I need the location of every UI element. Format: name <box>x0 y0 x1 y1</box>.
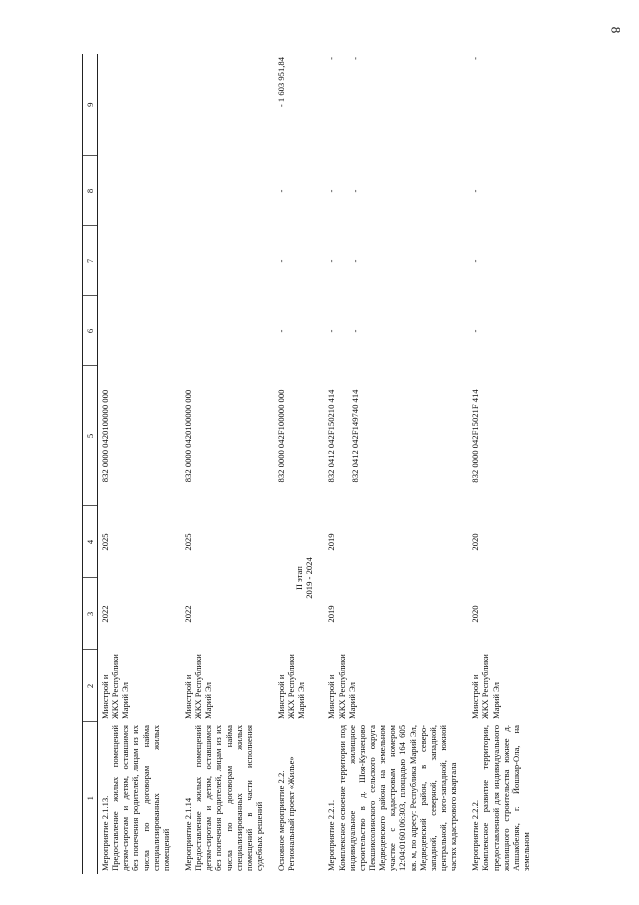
value-col-9-value: - <box>470 57 481 60</box>
column-header-9: 9 <box>83 54 98 156</box>
budget-code-value: 832 0412 042F149740 414 <box>349 389 360 483</box>
budget-code <box>324 366 468 506</box>
column-header-1: 1 <box>83 722 98 874</box>
value-col-9-value <box>183 57 193 153</box>
responsible-executor: Минстрой и ЖКХ Республики Марий Эл <box>470 654 501 719</box>
value-col-6-value: - <box>349 329 360 333</box>
budget-code-value: 832 0000 0420100000 000 <box>182 389 193 483</box>
budget-code <box>98 366 181 506</box>
column-header-4: 4 <box>83 506 98 578</box>
start-year: 2019 <box>326 605 337 623</box>
end-year: 2025 <box>100 533 110 551</box>
responsible-executor: Минстрой и ЖКХ Республики Марий Эл <box>182 654 214 719</box>
budget-code <box>468 366 541 506</box>
column-header-3: 3 <box>83 578 98 650</box>
value-col-6 <box>98 296 181 366</box>
value-col-6-value <box>183 299 193 363</box>
program-table <box>82 54 541 874</box>
table-row <box>274 54 324 874</box>
value-col-7-value: - <box>276 259 287 263</box>
column-header-8: 8 <box>83 156 98 226</box>
value-col-6 <box>274 296 324 366</box>
value-col-6 <box>181 296 274 366</box>
value-col-9-value: - <box>326 57 337 60</box>
page-number: 8 <box>608 26 624 34</box>
responsible-executor: Минстрой и ЖКХ Республики Марий Эл <box>276 654 307 719</box>
value-col-7 <box>98 226 181 296</box>
value-col-8-value: - <box>349 189 360 193</box>
value-col-9-value <box>100 57 110 153</box>
value-col-6 <box>324 296 468 366</box>
value-col-9 <box>98 54 181 156</box>
budget-code-value: 832 0000 042F15021F 414 <box>470 389 481 483</box>
value-col-6 <box>468 296 541 366</box>
measure-description: Мероприятие 2.1.13. Предоставление жилых помещений детям-сиротам и детям, оставшимся без попечения родителей, лицам из их числа по договорам найма специализированных жилых помещений <box>100 725 171 871</box>
responsible-executor: Минстрой и ЖКХ Республики Марий Эл <box>100 654 131 719</box>
value-col-7 <box>274 226 324 296</box>
column-header-2: 2 <box>83 650 98 722</box>
column-header-7: 7 <box>83 226 98 296</box>
value-col-9 <box>324 54 468 156</box>
value-col-7-value <box>183 229 193 293</box>
measure-description: Основное мероприятие 2.2. Региональный проект «Жилье» <box>276 756 297 871</box>
value-col-9-value: - 1 603 951,84 <box>276 57 287 108</box>
start-year: 2022 <box>182 605 193 623</box>
value-col-6-value: - <box>470 329 481 333</box>
measure-description: Мероприятие 2.2.2. Комплексное развитие территории, предоставленной для индивидуального жилищного строительства южнее д. Апшакбеляк, г. Йошкар-Ола, на земельном <box>470 725 531 871</box>
measure-description: Мероприятие 2.1.14 Предоставление жилых помещений детям-сиротам и детям, оставшимся без попечения родителей, лицам из их числа по договорам найма специализированных жилых помещений в части исполнения судебных решений <box>182 725 264 871</box>
column-header-6: 6 <box>83 296 98 366</box>
budget-code <box>181 366 274 506</box>
period-span: II этап 2019 - 2024 <box>294 557 315 599</box>
value-col-9 <box>274 54 324 156</box>
value-col-7-value: - <box>326 259 337 263</box>
value-col-8-value <box>183 159 193 223</box>
rotated-table-container <box>82 54 612 874</box>
table-row <box>98 54 181 874</box>
value-col-7 <box>468 226 541 296</box>
table-row <box>181 54 274 874</box>
table-row <box>324 54 468 874</box>
end-year: 2019 <box>326 533 337 551</box>
measure-description: Мероприятие 2.2.1. Комплексное освоение территории под индивидуальное жилищное строительство в д. Шоя-Кузнецово Пекшиксолинского сельского округа Медведевского района на земельном участке с кадастровым номером 12:04:0160106:303, площадью 164 605 кв. м, по адресу: Республика Марий Эл, Медведевский район, в северо-западной, северной, западной, центральной, юго-западной, южной частях кадастрового квартала <box>326 725 459 871</box>
column-header-5: 5 <box>83 366 98 506</box>
value-col-8 <box>274 156 324 226</box>
budget-code-value: 832 0000 042F100000 000 <box>276 389 287 483</box>
start-year: 2022 <box>100 605 110 623</box>
value-col-8-value: - <box>326 189 337 193</box>
value-col-8-value <box>100 159 110 223</box>
end-year: 2020 <box>470 533 481 551</box>
table-row <box>468 54 541 874</box>
value-col-7-value: - <box>470 259 481 263</box>
value-col-9-value: - <box>349 57 360 60</box>
value-col-8 <box>98 156 181 226</box>
value-col-6-value <box>100 299 110 363</box>
value-col-9 <box>181 54 274 156</box>
budget-code-value: 832 0000 0420100000 000 <box>100 389 110 483</box>
value-col-7 <box>324 226 468 296</box>
start-year: 2020 <box>470 605 481 623</box>
value-col-7-value: - <box>349 259 360 263</box>
value-col-8 <box>468 156 541 226</box>
value-col-8 <box>324 156 468 226</box>
value-col-8-value: - <box>470 189 481 193</box>
budget-code-value: 832 0412 042F150210 414 <box>326 389 337 483</box>
value-col-6-value: - <box>276 329 287 333</box>
value-col-8 <box>181 156 274 226</box>
value-col-9 <box>468 54 541 156</box>
budget-code <box>274 366 324 506</box>
value-col-7-value <box>100 229 110 293</box>
responsible-executor: Минстрой и ЖКХ Республики Марий Эл <box>326 654 357 719</box>
value-col-6-value: - <box>326 329 337 333</box>
value-col-8-value: - <box>276 189 287 193</box>
table-header-row <box>83 54 98 874</box>
value-col-7 <box>181 226 274 296</box>
end-year: 2025 <box>182 533 193 551</box>
